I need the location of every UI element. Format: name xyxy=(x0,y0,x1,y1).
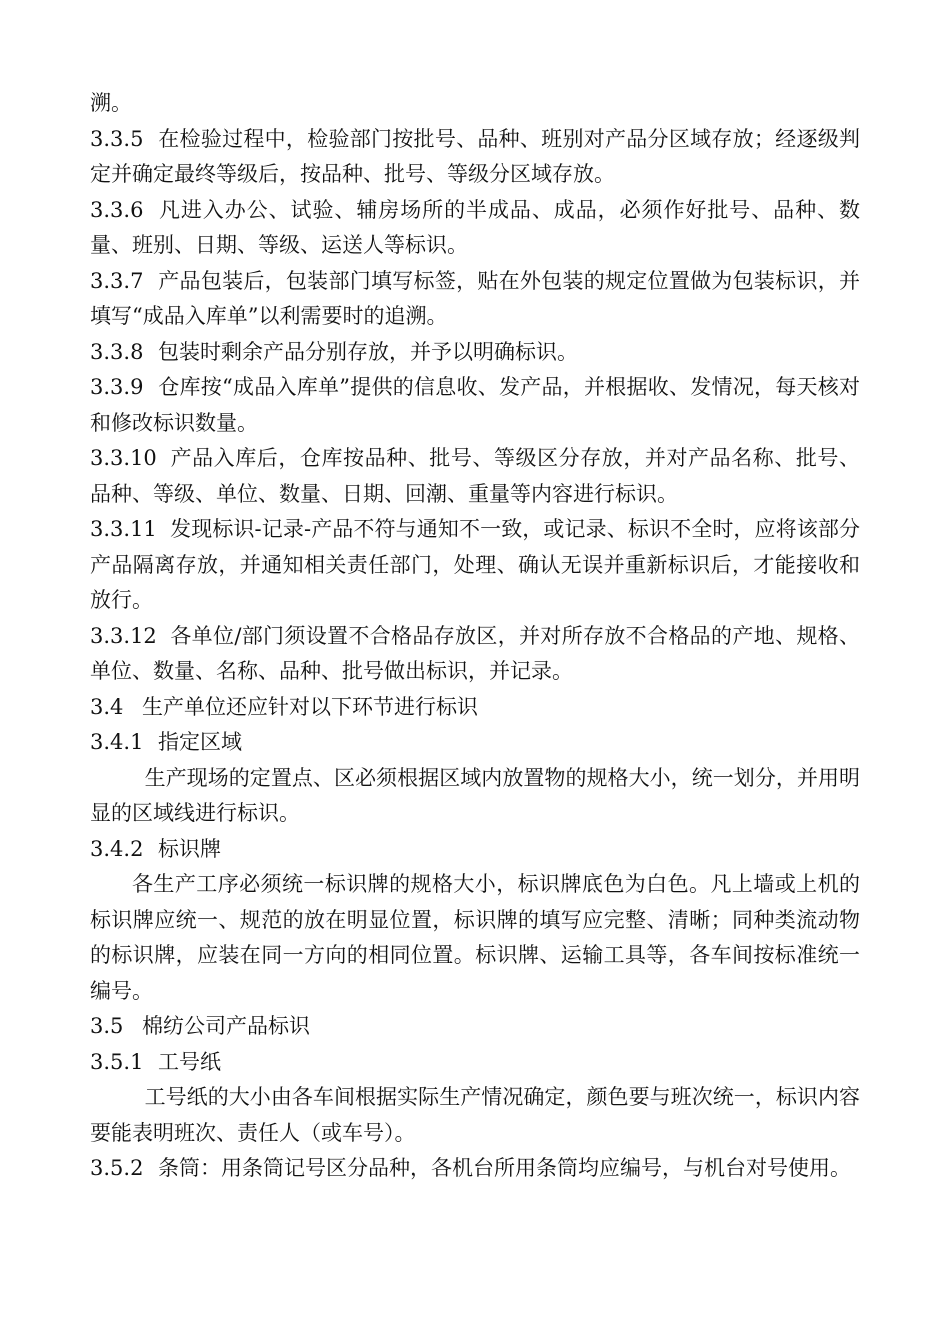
clause-3-4-2 xyxy=(90,832,860,868)
clause-text: 凡进入办公、试验、辅房场所的半成品、成品，必须作好批号、品种、数量、班别、日期、等级、运送人等标识。 xyxy=(90,197,860,257)
clause-text: 条筒：用条筒记号区分品种，各机台所用条筒均应编号，与机台对号使用。 xyxy=(158,1156,851,1180)
paragraph-sign-board xyxy=(90,867,860,1009)
section-number: 3.5 xyxy=(90,1014,124,1038)
clause-3-3-8 xyxy=(90,335,860,371)
paragraph-text: 各生产工序必须统一标识牌的规格大小，标识牌底色为白色。凡上墙或上机的标识牌应统一、规范的放在明显位置，标识牌的填写应完整、清晰；同种类流动物的标识牌，应装在同一方向的相同位置。标识牌、运输工具等，各车间按标准统一编号。 xyxy=(90,872,860,1003)
clause-number: 3.3.12 xyxy=(90,623,157,648)
section-3-4-heading xyxy=(90,690,860,726)
clause-number: 3.3.10 xyxy=(90,446,157,470)
clause-3-4-1 xyxy=(90,725,860,761)
clause-title: 标识牌 xyxy=(158,836,221,861)
clause-3-3-9 xyxy=(90,370,860,441)
clause-3-3-11 xyxy=(90,512,860,619)
clause-title: 指定区域 xyxy=(158,730,242,754)
paragraph-text: 工号纸的大小由各车间根据实际生产情况确定，颜色要与班次统一，标识内容要能表明班次、责任人（或车号）。 xyxy=(90,1085,860,1145)
clause-3-3-6 xyxy=(90,193,860,264)
clause-text: 在检验过程中，检验部门按批号、品种、班别对产品分区域存放；经逐级判定并确定最终等级后，按品种、批号、等级分区域存放。 xyxy=(90,126,860,186)
clause-3-3-5 xyxy=(90,122,860,193)
clause-text: 包装时剩余产品分别存放，并予以明确标识。 xyxy=(158,339,578,364)
clause-3-5-1 xyxy=(90,1045,860,1081)
clause-text: 产品包装后，包装部门填写标签，贴在外包装的规定位置做为包装标识，并填写“成品入库单”以利需要时的追溯。 xyxy=(90,268,860,328)
clause-number: 3.5.2 xyxy=(90,1156,144,1180)
section-number: 3.4 xyxy=(90,694,124,719)
paragraph-designated-area xyxy=(90,761,860,832)
clause-number: 3.3.7 xyxy=(90,268,144,293)
clause-number: 3.4.2 xyxy=(90,836,144,861)
clause-text: 产品入库后，仓库按品种、批号、等级区分存放，并对产品名称、批号、品种、等级、单位、数量、日期、回潮、重量等内容进行标识。 xyxy=(90,446,860,506)
clause-number: 3.3.8 xyxy=(90,339,144,364)
clause-number: 3.3.9 xyxy=(90,375,144,399)
section-title: 生产单位还应针对以下环节进行标识 xyxy=(142,694,478,719)
clause-3-5-2 xyxy=(90,1151,860,1187)
paragraph-continuation xyxy=(90,86,860,122)
clause-text: 发现标识-记录-产品不符与通知不一致，或记录、标识不全时，应将该部分产品隔离存放，并通知相关责任部门，处理、确认无误并重新标识后，才能接收和放行。 xyxy=(90,517,860,612)
clause-number: 3.3.5 xyxy=(90,126,144,151)
clause-number: 3.3.6 xyxy=(90,197,144,222)
clause-3-3-12 xyxy=(90,619,860,690)
document-body xyxy=(90,86,860,1187)
clause-text: 各单位/部门须设置不合格品存放区，并对所存放不合格品的产地、规格、单位、数量、名称、品种、批号做出标识，并记录。 xyxy=(90,623,860,683)
paragraph-text: 溯。 xyxy=(90,91,132,115)
paragraph-job-number-paper xyxy=(90,1080,860,1151)
section-title: 棉纺公司产品标识 xyxy=(142,1014,310,1038)
clause-number: 3.3.11 xyxy=(90,517,157,541)
clause-number: 3.5.1 xyxy=(90,1049,144,1074)
paragraph-text: 生产现场的定置点、区必须根据区域内放置物的规格大小，统一划分，并用明显的区域线进行标识。 xyxy=(90,765,860,825)
clause-number: 3.4.1 xyxy=(90,730,144,754)
clause-text: 仓库按“成品入库单”提供的信息收、发产品，并根据收、发情况，每天核对和修改标识数量。 xyxy=(90,375,860,435)
section-3-5-heading xyxy=(90,1009,860,1045)
clause-title: 工号纸 xyxy=(158,1049,221,1074)
clause-3-3-7 xyxy=(90,264,860,335)
clause-3-3-10 xyxy=(90,441,860,512)
